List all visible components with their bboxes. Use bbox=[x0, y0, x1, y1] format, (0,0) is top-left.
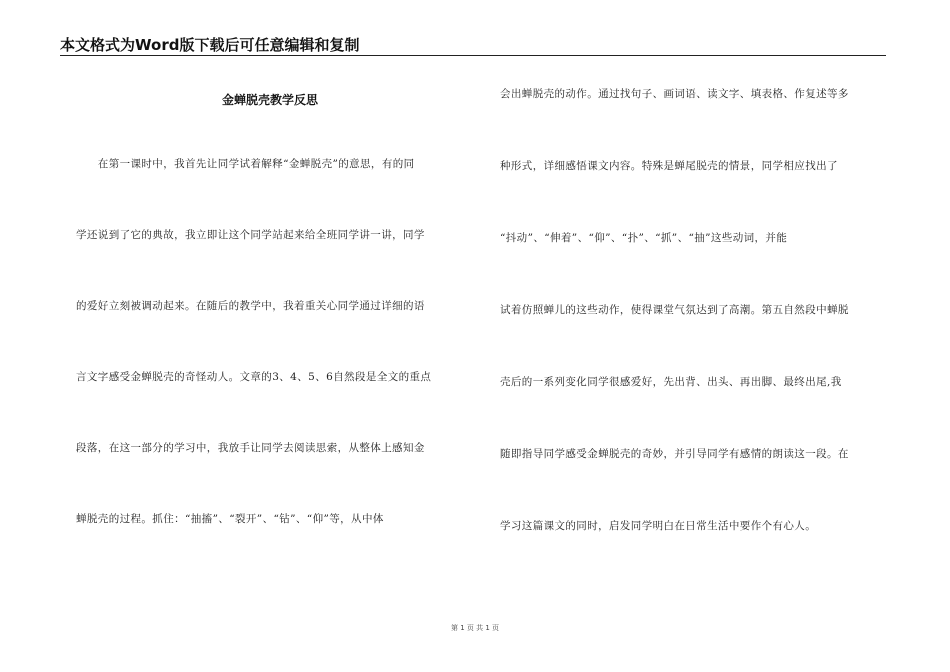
text-line: 会出蝉脱壳的动作。通过找句子、画词语、读文字、填表格、作复述等多 bbox=[500, 88, 849, 100]
right-column-text bbox=[500, 88, 890, 532]
text-line: 言文字感受金蝉脱壳的奇怪动人。文章的3、4、5、6自然段是全文的重点 bbox=[76, 371, 432, 383]
text-line: 随即指导同学感受金蝉脱壳的奇妙，并引导同学有感情的朗读这一段。在 bbox=[500, 448, 849, 460]
text-line: 在第一课时中，我首先让同学试着解释“金蝉脱壳”的意思，有的同 bbox=[76, 158, 415, 170]
left-column-text bbox=[76, 158, 464, 525]
document-title: 金蝉脱壳教学反思 bbox=[221, 93, 318, 107]
text-line: 蝉脱壳的过程。抓住：“抽搐”、“裂开”、“钻”、“仰”等，从中体 bbox=[76, 513, 384, 525]
text-line: “抖动”、“伸着”、“仰”、“扑”、“抓”、“抽”这些动词，并能 bbox=[500, 232, 788, 244]
page-footer: 第 1 页 共 1 页 bbox=[450, 624, 500, 632]
text-line: 试着仿照蝉儿的这些动作，使得课堂气氛达到了高潮。第五自然段中蝉脱 bbox=[500, 304, 849, 316]
text-line: 壳后的一系列变化同学很感爱好，先出背、出头、再出脚、最终出尾,我 bbox=[500, 376, 842, 388]
text-line: 段落，在这一部分的学习中，我放手让同学去阅读思索，从整体上感知金 bbox=[76, 442, 425, 454]
text-line: 学习这篇课文的同时，启发同学明白在日常生活中要作个有心人。 bbox=[500, 520, 817, 532]
text-line: 的爱好立刻被调动起来。在随后的教学中，我着重关心同学通过详细的语 bbox=[76, 300, 425, 312]
header-title: 本文格式为Word版下载后可任意编辑和复制 bbox=[60, 36, 360, 54]
header-divider bbox=[60, 55, 886, 56]
text-line: 种形式，详细感悟课文内容。特殊是蝉尾脱壳的情景，同学相应找出了 bbox=[500, 160, 838, 172]
left-column bbox=[76, 88, 464, 584]
page-header bbox=[60, 36, 886, 54]
right-column bbox=[500, 88, 890, 592]
text-line: 学还说到了它的典故，我立即让这个同学站起来给全班同学讲一讲，同学 bbox=[76, 229, 425, 241]
